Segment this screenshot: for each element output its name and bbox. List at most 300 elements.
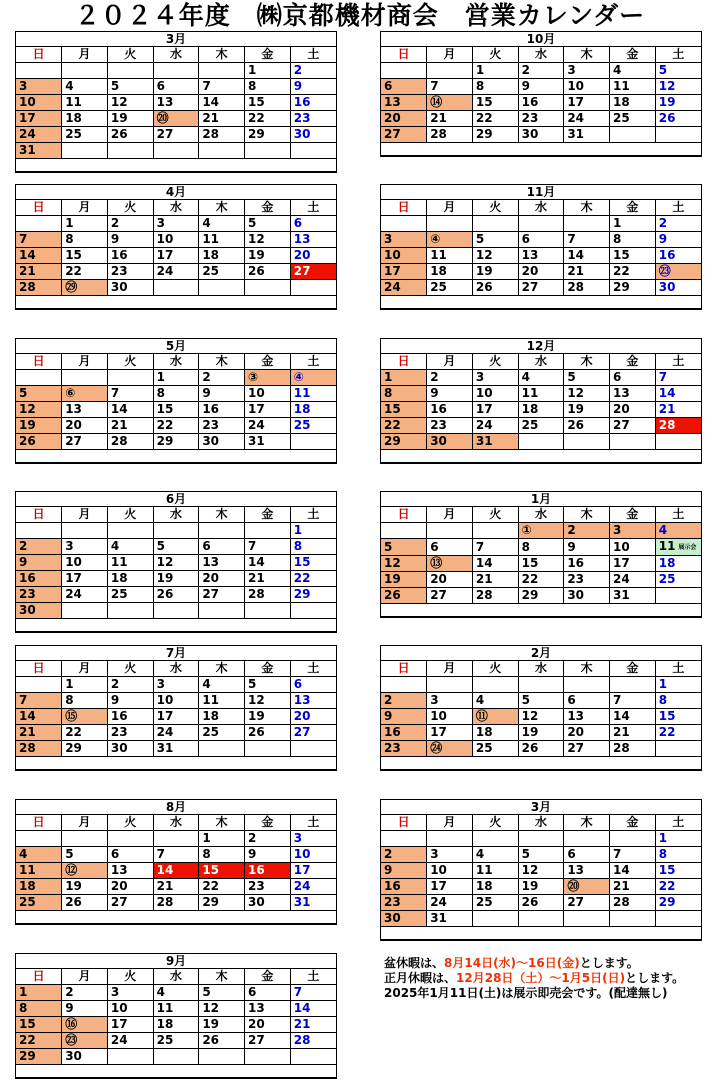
date-number: 20	[65, 418, 82, 432]
date-number: 23	[521, 111, 539, 125]
date-number: 25	[19, 895, 36, 909]
date-number: 20	[430, 572, 447, 586]
date-cell	[199, 127, 245, 143]
date-cell	[153, 127, 199, 143]
date-number: 19	[567, 402, 585, 416]
date-number: 7	[475, 539, 485, 554]
month-calendar	[15, 184, 337, 310]
date-cell	[564, 831, 610, 847]
date-cell	[564, 280, 610, 296]
date-cell	[427, 539, 473, 556]
date-cell	[290, 127, 336, 143]
date-number: 10	[19, 95, 36, 109]
date-cell	[16, 216, 62, 232]
date-number: 8	[293, 539, 303, 553]
date-number: 16	[567, 556, 585, 570]
date-cell	[427, 386, 473, 402]
date-cell	[610, 911, 656, 927]
date-cell	[153, 216, 199, 232]
date-cell	[290, 1001, 336, 1017]
note-text: とします。	[625, 971, 685, 985]
date-number: 31	[613, 588, 630, 602]
weekday-header: 金	[610, 661, 656, 677]
date-number: 23	[248, 879, 265, 893]
date-cell	[610, 370, 656, 386]
date-cell	[655, 79, 701, 95]
date-cell	[472, 863, 518, 879]
date-number: 31	[19, 143, 36, 157]
weekday-header: 月	[427, 47, 473, 63]
month-label: 4月	[16, 185, 336, 200]
date-number: 10	[613, 539, 630, 554]
month-label: 11月	[381, 185, 701, 200]
date-cell	[472, 879, 518, 895]
calendar-footer	[16, 159, 336, 172]
date-number: 26	[248, 725, 265, 739]
date-cell	[16, 402, 62, 418]
date-cell	[655, 572, 701, 588]
date-cell	[290, 1049, 336, 1065]
date-number: 13	[567, 863, 585, 877]
date-number: ③	[248, 370, 259, 384]
weekday-header: 火	[107, 47, 153, 63]
date-cell	[655, 588, 701, 604]
date-number: 7	[19, 693, 28, 707]
date-cell	[655, 402, 701, 418]
date-cell	[518, 386, 564, 402]
month-label: 3月	[16, 32, 336, 47]
date-cell	[655, 539, 701, 556]
date-cell	[610, 572, 656, 588]
date-number: 15	[475, 95, 493, 109]
date-number: 9	[202, 386, 211, 400]
date-number: 5	[567, 370, 576, 384]
date-number: 6	[613, 370, 622, 384]
date-cell	[290, 523, 336, 539]
date-number: 26	[248, 264, 265, 278]
date-cell	[199, 111, 245, 127]
date-cell	[655, 725, 701, 741]
date-cell	[518, 63, 564, 79]
date-number: 4	[202, 677, 211, 691]
month-label: 1月	[381, 492, 701, 507]
date-cell	[245, 434, 291, 450]
date-cell	[245, 264, 291, 280]
date-cell	[564, 402, 610, 418]
date-number: 3	[430, 693, 439, 707]
weekday-header: 日	[381, 354, 427, 370]
date-cell	[290, 111, 336, 127]
date-cell	[245, 709, 291, 725]
date-cell	[107, 79, 153, 95]
date-cell	[381, 386, 427, 402]
date-cell	[62, 603, 108, 619]
date-number: 11	[475, 863, 493, 877]
date-number: 25	[430, 280, 447, 294]
date-cell	[381, 418, 427, 434]
date-cell	[564, 539, 610, 556]
date-cell	[427, 370, 473, 386]
date-cell	[245, 280, 291, 296]
date-number: 16	[293, 95, 311, 109]
date-cell	[381, 280, 427, 296]
date-cell	[62, 1001, 108, 1017]
weekday-header: 土	[655, 47, 701, 63]
date-number: 27	[65, 434, 82, 448]
date-cell	[655, 693, 701, 709]
date-number: 25	[110, 587, 128, 601]
date-cell	[62, 402, 108, 418]
calendar-table	[16, 800, 336, 924]
date-cell	[62, 264, 108, 280]
date-cell	[153, 248, 199, 264]
date-number: 2	[248, 831, 257, 845]
weekday-header: 日	[16, 354, 62, 370]
date-cell	[610, 539, 656, 556]
date-number: 25	[156, 1033, 174, 1047]
calendar-footer	[381, 604, 701, 617]
date-cell	[610, 741, 656, 757]
date-cell	[107, 111, 153, 127]
date-cell	[199, 709, 245, 725]
weekday-header: 木	[199, 661, 245, 677]
date-number: 1	[475, 63, 485, 77]
date-cell	[153, 539, 199, 555]
date-cell	[427, 725, 473, 741]
date-cell	[472, 79, 518, 95]
date-cell	[199, 571, 245, 587]
date-cell	[153, 232, 199, 248]
date-cell	[518, 127, 564, 143]
date-cell	[518, 280, 564, 296]
date-number: 28	[567, 280, 585, 294]
date-cell	[153, 402, 199, 418]
date-cell	[16, 725, 62, 741]
date-number: 13	[293, 232, 311, 246]
weekday-header: 土	[655, 815, 701, 831]
date-cell	[107, 370, 153, 386]
weekday-header: 火	[472, 47, 518, 63]
date-cell	[16, 127, 62, 143]
date-cell	[518, 232, 564, 248]
note-newyear	[384, 971, 720, 986]
date-cell	[610, 434, 656, 450]
weekday-header: 月	[62, 507, 108, 523]
calendar-table	[381, 32, 701, 156]
date-cell	[245, 95, 291, 111]
date-cell	[153, 264, 199, 280]
date-number: 22	[19, 1033, 36, 1047]
date-cell	[564, 63, 610, 79]
date-number: 20	[293, 709, 311, 723]
date-cell	[655, 280, 701, 296]
date-number: 7	[658, 370, 668, 384]
date-cell	[290, 280, 336, 296]
date-number: 25	[475, 741, 493, 755]
date-number: 19	[110, 111, 128, 125]
date-number: 25	[475, 895, 493, 909]
date-number: 18	[202, 709, 220, 723]
date-cell	[427, 523, 473, 539]
weekday-header: 土	[290, 969, 336, 985]
month-calendar	[15, 799, 337, 925]
date-number: 3	[293, 831, 303, 845]
date-number: 25	[658, 572, 676, 586]
date-number: 3	[156, 677, 165, 691]
date-cell	[199, 418, 245, 434]
date-cell	[290, 587, 336, 603]
month-label: 10月	[381, 32, 701, 47]
date-cell	[564, 847, 610, 863]
date-cell	[16, 248, 62, 264]
date-cell	[610, 264, 656, 280]
weekday-header: 土	[655, 507, 701, 523]
date-number: 23	[384, 895, 401, 909]
date-cell	[290, 143, 336, 159]
date-cell	[290, 539, 336, 555]
date-number: 29	[202, 895, 220, 909]
date-cell	[472, 693, 518, 709]
date-cell	[62, 1033, 108, 1049]
date-number: ㉓	[65, 1033, 78, 1047]
date-number: 18	[156, 1017, 174, 1031]
date-cell	[245, 895, 291, 911]
date-number: 4	[475, 693, 485, 707]
date-cell	[655, 895, 701, 911]
weekday-header: 日	[381, 200, 427, 216]
date-number: 30	[110, 280, 128, 294]
date-number: 23	[110, 725, 128, 739]
date-cell	[655, 127, 701, 143]
weekday-header: 火	[107, 507, 153, 523]
date-cell	[245, 985, 291, 1001]
date-number: 27	[430, 588, 447, 602]
date-number: ⑮	[65, 709, 78, 723]
date-number: 15	[658, 709, 676, 723]
date-number: 5	[521, 847, 530, 861]
date-cell	[427, 248, 473, 264]
date-number: 28	[658, 418, 676, 432]
date-cell	[472, 539, 518, 556]
date-number: 19	[202, 1017, 220, 1031]
date-number: 18	[475, 879, 493, 893]
date-number: 5	[156, 539, 165, 553]
weekday-header: 日	[381, 507, 427, 523]
date-cell	[62, 539, 108, 555]
date-cell	[153, 111, 199, 127]
date-number: 1	[65, 677, 74, 691]
date-number: 2	[430, 370, 439, 384]
date-cell	[381, 402, 427, 418]
date-cell	[564, 556, 610, 572]
calendar-footer	[16, 619, 336, 632]
date-cell	[381, 539, 427, 556]
date-number: ⑯	[65, 1017, 78, 1031]
calendar-table	[381, 492, 701, 617]
date-cell	[472, 895, 518, 911]
date-cell	[518, 588, 564, 604]
date-number: 13	[293, 693, 311, 707]
date-cell	[610, 847, 656, 863]
date-cell	[610, 386, 656, 402]
date-number: 10	[475, 386, 493, 400]
date-cell	[199, 280, 245, 296]
date-cell	[427, 863, 473, 879]
date-cell	[199, 985, 245, 1001]
weekday-header: 木	[199, 507, 245, 523]
date-number: 16	[202, 402, 220, 416]
date-number: 8	[521, 539, 530, 554]
date-number: 8	[475, 79, 485, 93]
date-cell	[62, 985, 108, 1001]
date-number: 23	[293, 111, 311, 125]
date-number: 5	[475, 232, 485, 246]
date-number: 17	[19, 111, 36, 125]
date-number: 5	[248, 216, 257, 230]
date-number: 9	[658, 232, 668, 246]
date-number: 4	[65, 79, 74, 93]
date-cell	[199, 693, 245, 709]
date-cell	[427, 677, 473, 693]
date-number: 15	[613, 248, 630, 262]
date-number: 12	[110, 95, 128, 109]
date-number: 18	[658, 556, 676, 570]
weekday-header: 土	[655, 661, 701, 677]
date-cell	[62, 111, 108, 127]
date-number: 12	[248, 232, 265, 246]
date-number: 3	[65, 539, 74, 553]
date-cell	[564, 370, 610, 386]
date-cell	[62, 232, 108, 248]
date-number: 28	[430, 127, 447, 141]
date-number: 14	[567, 248, 585, 262]
date-number: 30	[65, 1049, 82, 1063]
date-number: ⑭	[430, 95, 443, 109]
date-cell	[290, 741, 336, 757]
date-number: 3	[110, 985, 120, 999]
date-cell	[381, 556, 427, 572]
date-number: 2	[521, 63, 530, 77]
date-number: 24	[567, 111, 585, 125]
month-calendar	[380, 184, 702, 310]
date-cell	[290, 895, 336, 911]
date-cell	[16, 523, 62, 539]
date-cell	[427, 847, 473, 863]
date-cell	[564, 216, 610, 232]
date-cell	[245, 863, 291, 879]
date-cell	[16, 418, 62, 434]
date-number: 23	[110, 264, 128, 278]
date-cell	[245, 847, 291, 863]
date-number: 5	[521, 693, 530, 707]
date-number: 13	[521, 248, 539, 262]
date-cell	[427, 572, 473, 588]
date-cell	[16, 587, 62, 603]
weekday-header: 月	[427, 354, 473, 370]
weekday-header: 月	[427, 661, 473, 677]
date-cell	[62, 79, 108, 95]
date-cell	[199, 402, 245, 418]
date-number: 28	[156, 895, 174, 909]
date-number: 13	[202, 555, 220, 569]
weekday-header: 日	[16, 815, 62, 831]
date-number: 17	[248, 402, 265, 416]
date-cell	[610, 280, 656, 296]
date-number: 5	[658, 63, 668, 77]
date-number: 31	[248, 434, 265, 448]
date-cell	[472, 370, 518, 386]
note-text: 正月休暇は、	[384, 971, 457, 985]
date-number: 14	[293, 1001, 311, 1015]
date-number: 26	[521, 895, 539, 909]
weekday-header: 火	[107, 969, 153, 985]
date-cell	[153, 709, 199, 725]
calendar-footer	[381, 757, 701, 770]
date-cell	[62, 725, 108, 741]
date-number: 21	[248, 571, 265, 585]
weekday-header: 木	[564, 354, 610, 370]
date-number: 26	[475, 280, 493, 294]
date-cell	[107, 418, 153, 434]
date-cell	[564, 434, 610, 450]
date-number: 12	[384, 556, 401, 570]
weekday-header: 金	[245, 815, 291, 831]
date-cell	[427, 402, 473, 418]
date-cell	[16, 571, 62, 587]
date-cell	[427, 879, 473, 895]
date-number: 18	[65, 111, 82, 125]
date-cell	[153, 370, 199, 386]
date-cell	[610, 248, 656, 264]
date-cell	[107, 1001, 153, 1017]
date-number: ⑳	[567, 879, 580, 893]
weekday-header: 火	[107, 200, 153, 216]
date-cell	[518, 264, 564, 280]
date-cell	[472, 741, 518, 757]
date-cell	[107, 587, 153, 603]
date-number: 15	[658, 863, 676, 877]
weekday-header: 日	[16, 969, 62, 985]
date-cell	[290, 709, 336, 725]
date-cell	[427, 95, 473, 111]
date-number: 10	[156, 232, 174, 246]
date-number: 14	[19, 248, 36, 262]
date-number: 31	[475, 434, 493, 448]
date-cell	[381, 847, 427, 863]
date-cell	[199, 143, 245, 159]
date-cell	[518, 523, 564, 539]
date-cell	[153, 879, 199, 895]
calendar-table	[16, 339, 336, 463]
date-cell	[153, 1001, 199, 1017]
month-label: 9月	[16, 954, 336, 969]
date-number: 1	[248, 63, 257, 77]
date-number: 18	[475, 725, 493, 739]
date-number: 8	[658, 847, 668, 861]
date-number: 15	[65, 248, 82, 262]
date-cell	[381, 127, 427, 143]
date-number: 14	[475, 556, 493, 570]
date-number: 26	[65, 895, 82, 909]
date-number: 31	[293, 895, 311, 909]
date-cell	[610, 111, 656, 127]
date-number: 17	[65, 571, 82, 585]
calendar-footer	[381, 927, 701, 940]
date-number: 26	[19, 434, 36, 448]
date-number: 28	[475, 588, 493, 602]
date-number: 6	[567, 847, 576, 861]
date-cell	[427, 895, 473, 911]
